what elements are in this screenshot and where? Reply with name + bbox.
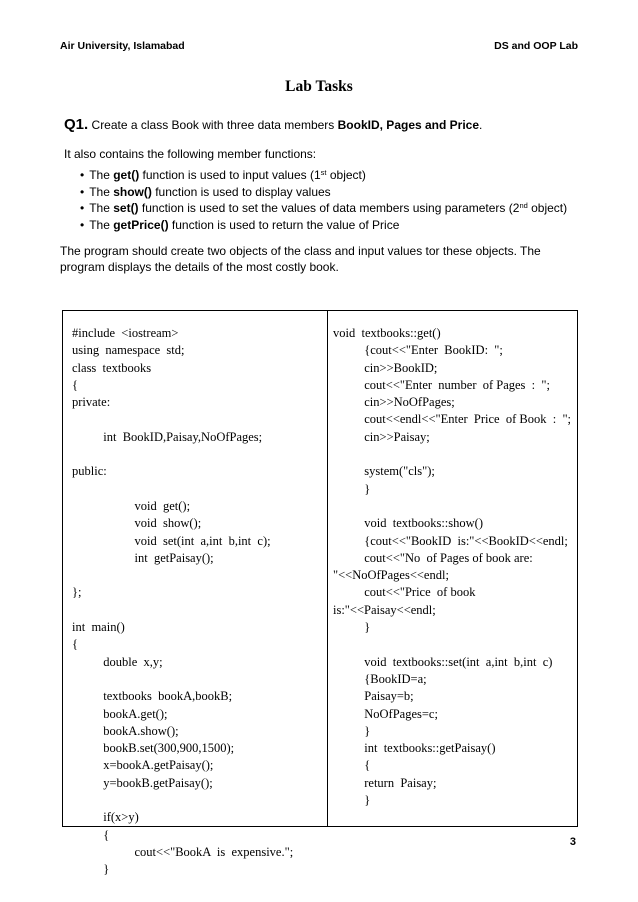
question-q1	[64, 116, 482, 133]
question-bold-members: BookID, Pages and Price	[337, 118, 480, 132]
right-code-line: {cout<<"Enter BookID: ";	[333, 343, 503, 358]
left-code-line: void set(int a,int b,int c);	[72, 533, 271, 548]
question-text-2: .	[479, 118, 483, 132]
page-number: 3	[569, 836, 576, 848]
bullet-show: • The show() function is used to display values	[80, 185, 567, 202]
left-code-line: bookA.get();	[72, 706, 168, 721]
right-code-line: cout<<"Enter number of Pages : ";	[333, 377, 550, 392]
left-code-line: int BookID,Paisay,NoOfPages;	[72, 429, 263, 444]
left-code-line: void get();	[72, 498, 191, 513]
left-code-line	[72, 567, 293, 584]
left-code-line: };	[72, 585, 82, 600]
header-course: DS and OOP Lab	[494, 40, 578, 52]
right-code-line: void textbooks::set(int a,int b,int c)	[333, 654, 553, 669]
left-code-line: {	[72, 637, 78, 652]
left-code-line: private:	[72, 395, 111, 410]
right-code-line: }	[333, 723, 371, 738]
left-code-line: bookB.set(300,900,1500);	[72, 741, 235, 756]
left-code-line: double x,y;	[72, 654, 163, 669]
page-title: Lab Tasks	[285, 78, 353, 95]
right-code-line: cin>>Paisay;	[333, 429, 430, 444]
left-code-line: int main()	[72, 620, 125, 635]
right-code-line: }	[333, 793, 371, 808]
right-code-line: return Paisay;	[333, 775, 437, 790]
right-code-line: cin>>BookID;	[333, 360, 438, 375]
right-code-line: "<<NoOfPages<<endl;	[333, 568, 449, 583]
right-code-line: }	[333, 620, 371, 635]
left-code-line	[72, 446, 293, 463]
left-code-line	[72, 481, 293, 498]
left-code-line: x=bookA.getPaisay();	[72, 758, 214, 773]
right-code-line: cout<<"No of Pages of book are:	[333, 550, 533, 565]
left-code-line	[72, 411, 293, 428]
left-code-line: {	[72, 827, 110, 842]
right-code-line: {BookID=a;	[333, 671, 427, 686]
bullet-getprice: • The getPrice() function is used to return the value of Price	[80, 218, 567, 235]
left-code-line: y=bookB.getPaisay();	[72, 775, 213, 790]
code-column-divider	[327, 311, 328, 826]
question-text-1: Create a class Book with three data members	[88, 118, 338, 132]
program-description	[60, 243, 580, 275]
program-description-line-1: The program should create two objects of the class and input values tor these objects. The	[60, 244, 541, 258]
bullet-set: • The set() function is used to set the values of data members using parameters (2nd object)	[80, 201, 567, 218]
right-code-line: void textbooks::show()	[333, 516, 483, 531]
right-code-line: cout<<endl<<"Enter Price of Book : ";	[333, 412, 572, 427]
member-functions-list	[80, 168, 567, 234]
left-code-line: }	[72, 862, 110, 877]
right-code-line: {	[333, 758, 371, 773]
right-code-line: int textbooks::getPaisay()	[333, 741, 496, 756]
left-code-line: public:	[72, 464, 107, 479]
program-description-line-2: program displays the details of the most costly book.	[60, 260, 339, 274]
left-code-line	[72, 671, 293, 688]
code-column-right	[333, 325, 571, 809]
right-code-line	[333, 636, 571, 653]
left-code-line: void show();	[72, 516, 202, 531]
left-code-line: cout<<"BookA is expensive.";	[72, 844, 294, 859]
left-code-line: class textbooks	[72, 360, 152, 375]
right-code-line	[333, 498, 571, 515]
left-code-line: int getPaisay();	[72, 550, 214, 565]
right-code-line: system("cls");	[333, 464, 435, 479]
left-code-line	[72, 792, 293, 809]
member-functions-intro: It also contains the following member functions:	[64, 147, 317, 161]
right-code-line: }	[333, 481, 371, 496]
right-code-line: Paisay=b;	[333, 689, 414, 704]
bullet-get: • The get() function is used to input values (1st object)	[80, 168, 567, 185]
left-code-line: bookA.show();	[72, 723, 179, 738]
right-code-line: cin>>NoOfPages;	[333, 395, 455, 410]
right-code-line: is:"<<Paisay<<endl;	[333, 602, 436, 617]
left-code-line: using namespace std;	[72, 343, 185, 358]
left-code-line: textbooks bookA,bookB;	[72, 689, 233, 704]
header-university: Air University, Islamabad	[60, 40, 185, 52]
right-code-line: NoOfPages=c;	[333, 706, 438, 721]
left-code-line: if(x>y)	[72, 810, 139, 825]
question-number: Q1.	[64, 116, 89, 133]
code-box	[62, 310, 578, 877]
right-code-line	[333, 446, 571, 463]
right-code-line: void textbooks::get()	[333, 326, 441, 340]
right-code-line: cout<<"Price of book	[333, 585, 476, 600]
code-column-left	[72, 325, 293, 879]
left-code-line: #include <iostream>	[72, 326, 179, 340]
left-code-line	[72, 602, 293, 619]
left-code-line: {	[72, 377, 78, 392]
right-code-line: {cout<<"BookID is:"<<BookID<<endl;	[333, 533, 568, 548]
